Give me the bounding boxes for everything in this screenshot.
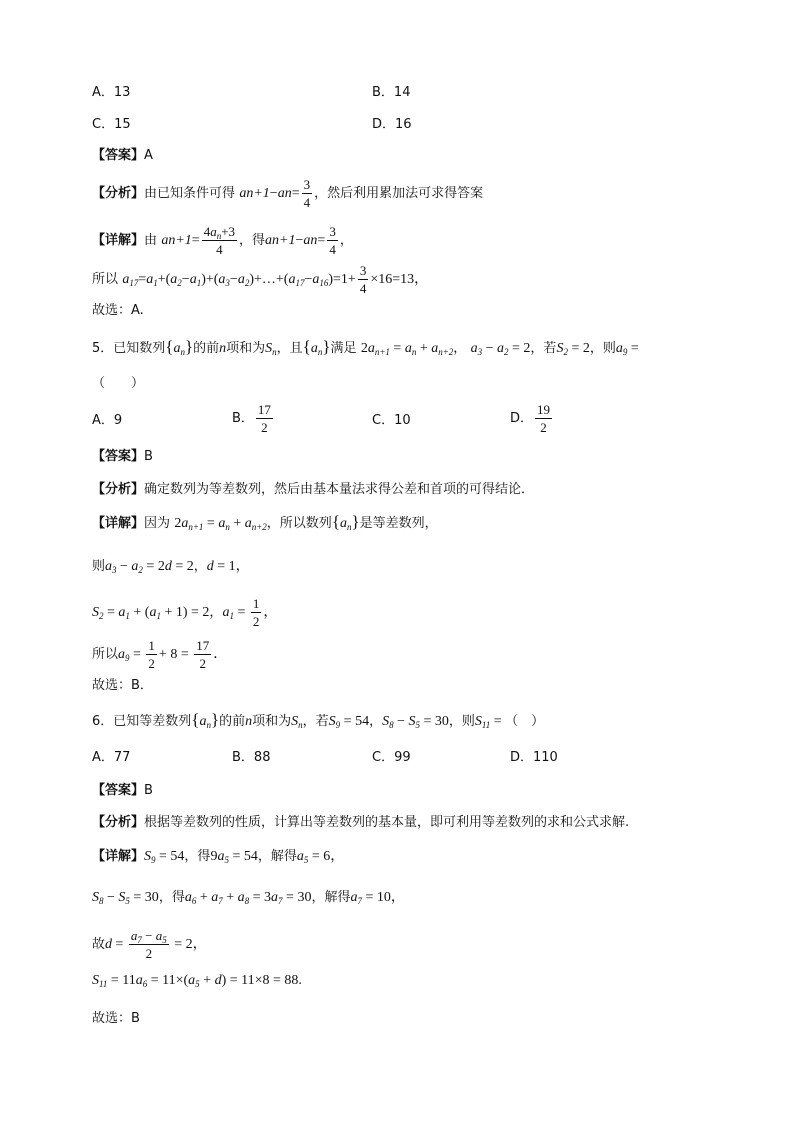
q6-detail-4: $S_{11} = 11a_6 = 11\times(a_5 + d) = 11\times 8 = 88$. bbox=[92, 973, 302, 989]
q5-stem: 5．已知数列$\{a_n\}$的前n项和为$S_n$，且$\{a_n\}$满足 $2a_{n+1} = a_n + a_{n+2}$， $a_3 - a_2 = 2$，若$S_2 = 2$，则$a_9$ = bbox=[92, 337, 639, 357]
q5-detail: 【详解】因为 $2a_{n+1} = a_n + a_{n+2}$，所以数列$\{a_n\}$是等差数列， bbox=[92, 512, 438, 532]
q6-detail-2: $S_8 - S_5 = 30$，得$a_6 + a_7 + a_8 = 3a_7 = 30$，解得$a_7 = 10$， bbox=[92, 890, 405, 906]
q6-answer: 【答案】B bbox=[92, 783, 153, 798]
q6-stem: 6．已知等差数列$\{a_n\}$的前n项和为$S_n$，若$S_9 = 54$，$S_8 - S_5 = 30$，则$S_{11}$ = （ ） bbox=[92, 710, 545, 730]
q5-analysis: 【分析】确定数列为等差数列，然后由基本量法求得公差和首项的可得结论． bbox=[92, 482, 535, 497]
q6-analysis: 【分析】根据等差数列的性质，计算出等差数列的基本量，即可利用等差数列的求和公式求解. bbox=[92, 815, 630, 830]
q5-answer: 【答案】B bbox=[92, 449, 153, 464]
q5-option-a: A．9 bbox=[92, 413, 123, 428]
q4-answer: 【答案】A bbox=[92, 148, 153, 163]
q6-detail-1: 【详解】$S_9 = 54$，得$9a_5 = 54$，解得$a_5 = 6$， bbox=[92, 849, 345, 865]
q4-option-c: C．15 bbox=[92, 117, 131, 132]
q4-analysis: 【分析】由已知条件可得 an+1−an= $\frac{3}{4}$ ，然后利用累加法可求得答案 bbox=[92, 177, 484, 210]
q5-line-a9: 所以$a_9$ = $\frac{1}{2}$ + 8 = $\frac{17}{2}$ ． bbox=[92, 638, 228, 671]
q5-option-d: D． $\frac{19}{2}$ bbox=[510, 402, 551, 435]
q5-option-b: B． $\frac{17}{2}$ bbox=[232, 402, 271, 435]
q5-line-s2: $S_2 = a_1 + (a_1 + 1) = 2$，$a_1$ = $\frac{1}{2}$ ， bbox=[92, 596, 278, 629]
q5-option-c: C．10 bbox=[372, 413, 411, 428]
q6-option-d: D．110 bbox=[510, 750, 558, 765]
q6-detail-3: 故d = $\frac{a_7 - a_5}{2}$ = 2， bbox=[92, 928, 207, 961]
q4-option-a: A．13 bbox=[92, 85, 131, 100]
q5-line-d: 则$a_3 - a_2 = 2d = 2$，d = 1， bbox=[92, 559, 250, 575]
q4-option-d: D．16 bbox=[372, 117, 412, 132]
q6-option-c: C．99 bbox=[372, 750, 411, 765]
q4-option-b: B．14 bbox=[372, 85, 411, 100]
q6-option-b: B．88 bbox=[232, 750, 271, 765]
q5-paren: （ ） bbox=[92, 376, 145, 391]
q4-detail: 【详解】由 an+1= $\frac{4a_n+3}{4}$ ，得an+1−an= $\frac{3}{4}$ ， bbox=[92, 224, 353, 257]
q5-choose: 故选：B． bbox=[92, 678, 153, 693]
q4-sum: 所以 $a_{17}=a_1+(a_2-a_1)+(a_3-a_2)+\dots+(a_{17}-a_{16})=1+$ $\frac{3}{4}$ ×16=13， bbox=[92, 263, 429, 296]
q6-option-a: A．77 bbox=[92, 750, 131, 765]
q4-choose: 故选：A. bbox=[92, 303, 144, 318]
q6-choose: 故选：B bbox=[92, 1011, 140, 1026]
